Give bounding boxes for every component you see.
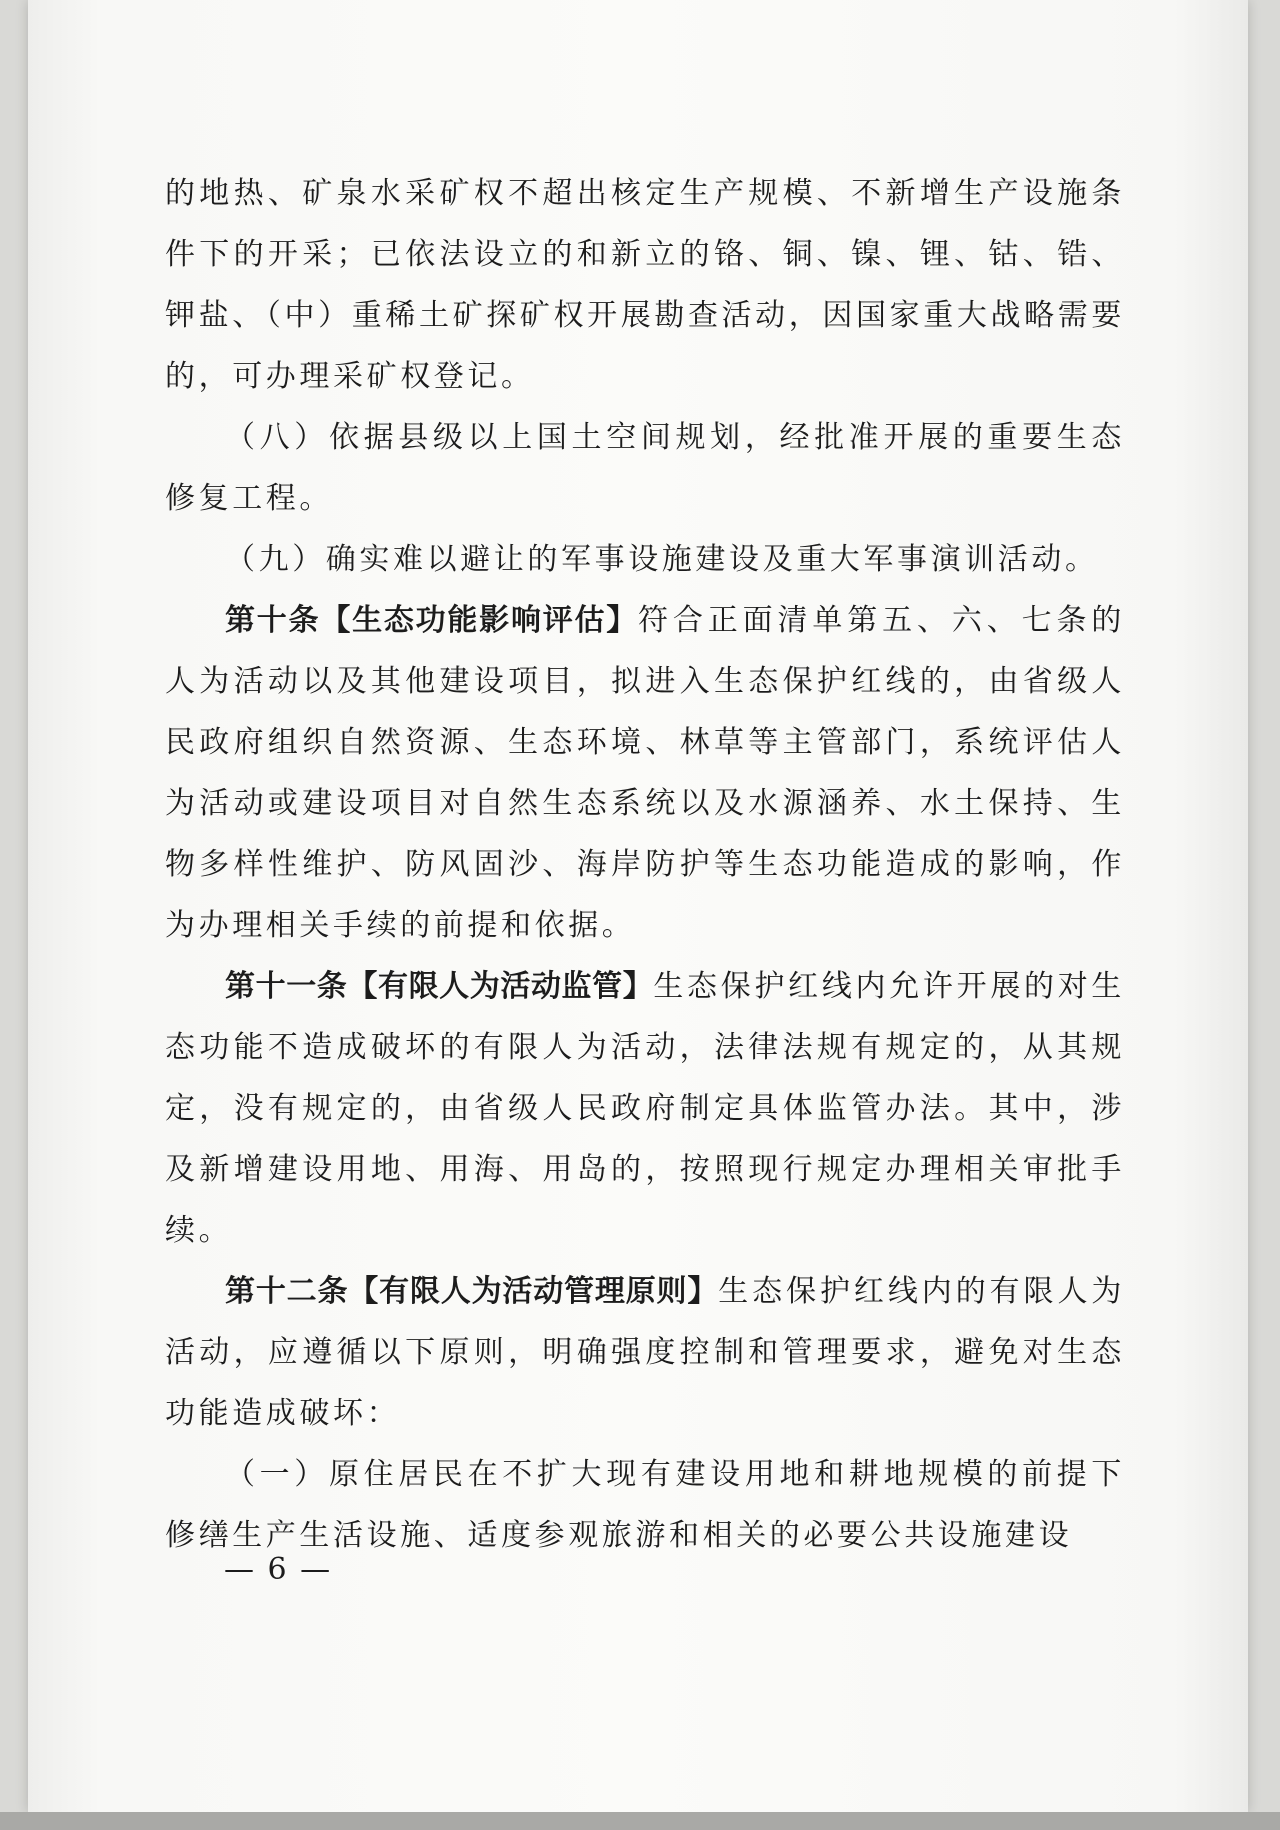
paragraph-text: 的地热、矿泉水采矿权不超出核定生产规模、不新增生产设施条件下的开采；已依法设立的和新立的铬、铜、镍、锂、钴、锆、钾盐、（中）重稀土矿探矿权开展勘查活动，因国家重大战略需要的，可办理采矿权登记。: [165, 176, 1125, 394]
paragraph-text: （八）依据县级以上国土空间规划，经批准开展的重要生态修复工程。: [165, 420, 1125, 516]
article-heading: 第十条【生态功能影响评估】: [225, 603, 639, 638]
article-heading: 第十二条【有限人为活动管理原则】: [225, 1274, 719, 1309]
paragraph-text: （一）原住居民在不扩大现有建设用地和耕地规模的前提下修缮生产生活设施、适度参观旅游和相关的必要公共设施建设: [165, 1457, 1125, 1553]
article-12: [165, 1261, 1125, 1444]
document-body: [165, 163, 1125, 1566]
paragraph-text: 生态保护红线内的有限人为活动，应遵循以下原则，明确强度控制和管理要求，避免对生态功能造成破坏：: [165, 1274, 1126, 1431]
paragraph-text: （九）确实难以避让的军事设施建设及重大军事演训活动。: [225, 542, 1099, 577]
paragraph-text: 符合正面清单第五、六、七条的人为活动以及其他建设项目，拟进入生态保护红线的，由省级人民政府组织自然资源、生态环境、林草等主管部门，系统评估人为活动或建设项目对自然生态系统以及水源涵养、水土保持、生物多样性维护、防风固沙、海岸防护等生态功能造成的影响，作为办理相关手续的前提和依据。: [165, 603, 1125, 943]
scan-bottom-edge: [0, 1812, 1280, 1830]
paragraph-text: 生态保护红线内允许开展的对生态功能不造成破坏的有限人为活动，法律法规有规定的，从其规定，没有规定的，由省级人民政府制定具体监管办法。其中，涉及新增建设用地、用海、用岛的，按照现行规定办理相关审批手续。: [165, 969, 1126, 1248]
article-10: [165, 590, 1125, 956]
paragraph-3: [165, 529, 1125, 590]
paragraph-1: [165, 163, 1125, 407]
paragraph-item-1: [165, 1444, 1125, 1566]
article-11: [165, 956, 1125, 1261]
article-heading: 第十一条【有限人为活动监管】: [225, 969, 654, 1004]
page-number: — 6 —: [224, 1552, 333, 1587]
paragraph-2: [165, 407, 1125, 529]
document-page: [28, 0, 1248, 1812]
